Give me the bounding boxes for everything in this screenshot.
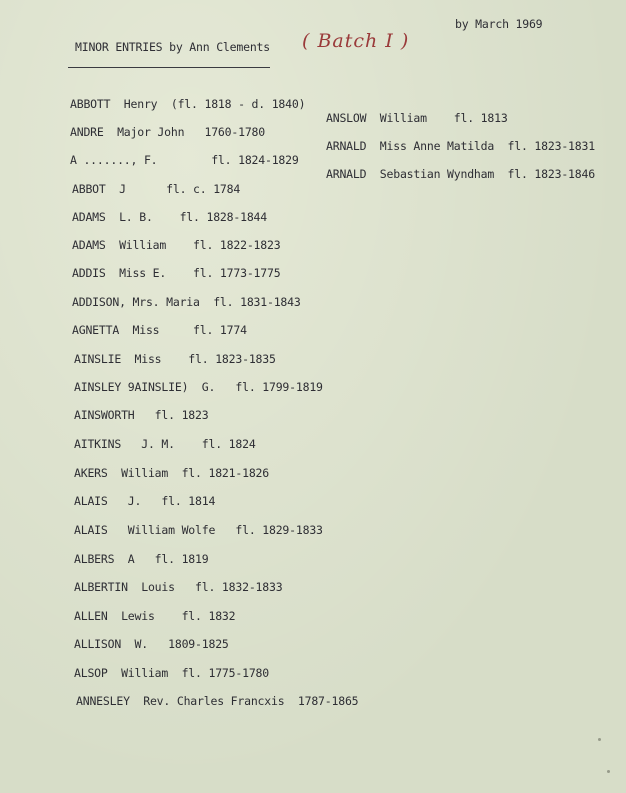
entry-line: ALSOP William fl. 1775-1780 [74, 666, 269, 680]
paper-speck [607, 770, 610, 773]
entry-line: ABBOT J fl. c. 1784 [72, 182, 241, 196]
entry-line: AINSWORTH fl. 1823 [74, 408, 209, 422]
entry-line: ALAIS William Wolfe fl. 1829-1833 [74, 523, 323, 537]
entry-line: ABBOTT Henry (fl. 1818 - d. 1840) [70, 97, 306, 111]
entry-line: ADAMS L. B. fl. 1828-1844 [72, 210, 267, 224]
title-underline [68, 67, 270, 68]
entry-line: ALBERS A fl. 1819 [74, 552, 209, 566]
handwritten-batch-note: ( Batch I ) [302, 30, 410, 52]
entry-line: ALLEN Lewis fl. 1832 [74, 609, 236, 623]
entry-line: ANDRE Major John 1760-1780 [70, 125, 265, 139]
entry-line: AKERS William fl. 1821-1826 [74, 466, 269, 480]
entry-line: AINSLIE Miss fl. 1823-1835 [74, 352, 276, 366]
entry-line: ADDIS Miss E. fl. 1773-1775 [72, 266, 281, 280]
date-line: by March 1969 [455, 17, 543, 31]
document-title: MINOR ENTRIES by Ann Clements [75, 40, 270, 54]
entry-line: A ......., F. fl. 1824-1829 [70, 153, 299, 167]
entry-line: ADDISON, Mrs. Maria fl. 1831-1843 [72, 295, 301, 309]
entry-line: ANNESLEY Rev. Charles Francxis 1787-1865 [76, 694, 359, 708]
entry-line: AINSLEY 9AINSLIE) G. fl. 1799-1819 [74, 380, 323, 394]
entry-line: ALAIS J. fl. 1814 [74, 494, 216, 508]
entry-line: ARNALD Miss Anne Matilda fl. 1823-1831 [326, 139, 595, 153]
entry-line: ALLISON W. 1809-1825 [74, 637, 229, 651]
paper-speck [598, 738, 601, 741]
entry-line: AGNETTA Miss fl. 1774 [72, 323, 247, 337]
entry-line: ANSLOW William fl. 1813 [326, 111, 508, 125]
entry-line: ARNALD Sebastian Wyndham fl. 1823-1846 [326, 167, 595, 181]
entry-line: ADAMS William fl. 1822-1823 [72, 238, 281, 252]
entry-line: AITKINS J. M. fl. 1824 [74, 437, 256, 451]
entry-line: ALBERTIN Louis fl. 1832-1833 [74, 580, 283, 594]
